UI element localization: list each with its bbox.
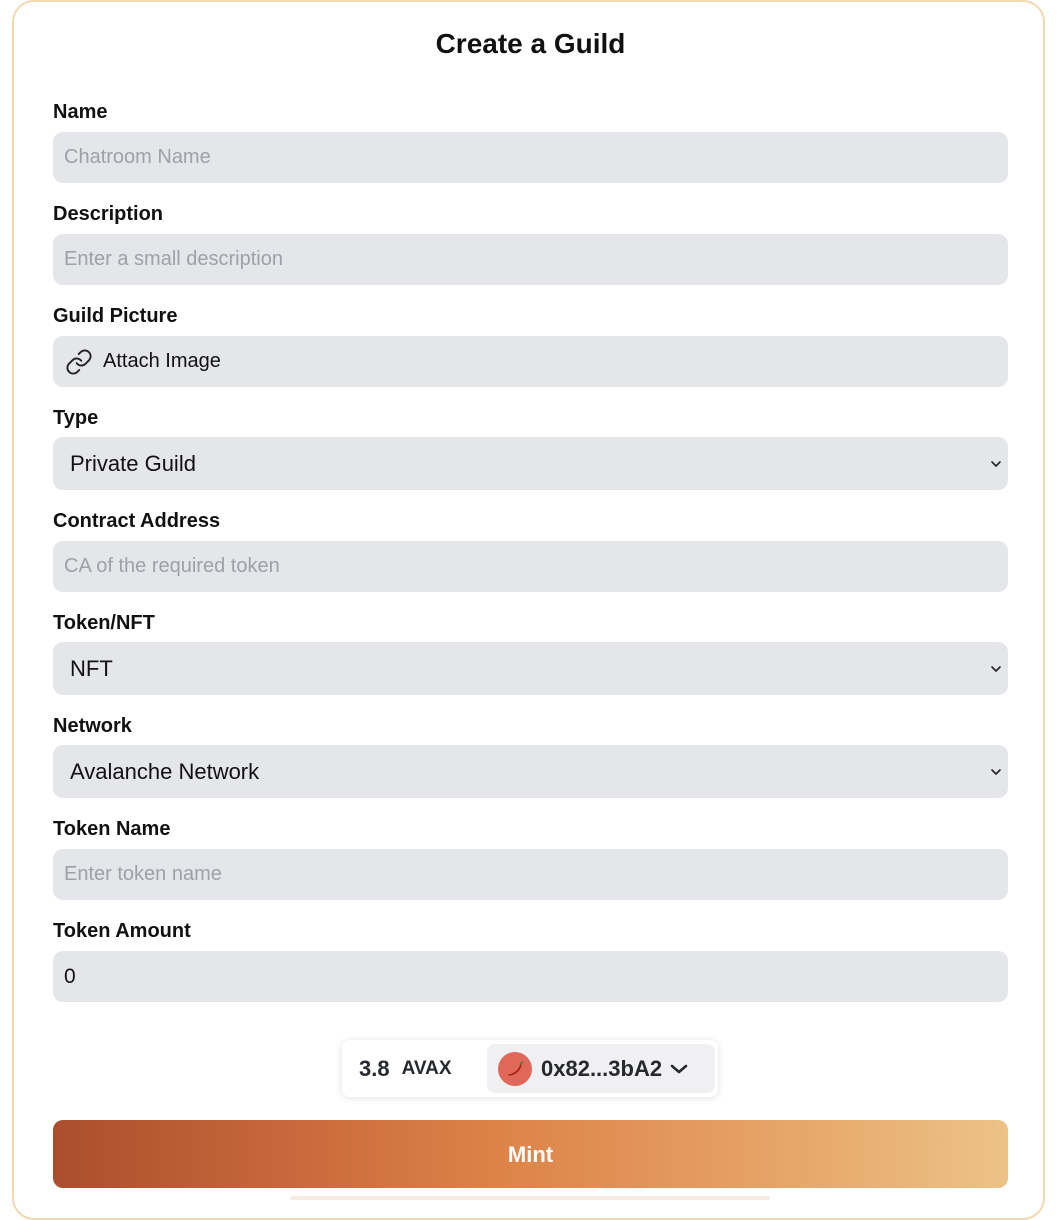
link-icon <box>65 348 93 376</box>
description-placeholder: Enter a small description <box>64 248 283 270</box>
mint-button[interactable]: Mint <box>53 1120 1008 1188</box>
account-button[interactable] <box>487 1044 715 1093</box>
contract-address-placeholder: CA of the required token <box>64 555 280 577</box>
type-select[interactable] <box>53 437 1008 490</box>
token-name-label: Token Name <box>53 818 171 840</box>
description-input[interactable] <box>53 234 1008 285</box>
contract-address-label: Contract Address <box>53 510 221 532</box>
name-placeholder: Chatroom Name <box>64 146 211 168</box>
type-selected-value: Private Guild <box>70 450 196 476</box>
page-title: Create a Guild <box>435 28 626 59</box>
token-nft-selected-value: NFT <box>70 655 113 681</box>
chili-pepper-icon <box>505 1059 525 1079</box>
description-label: Description <box>53 203 164 225</box>
token-amount-value: 0 <box>64 964 76 988</box>
wallet-widget <box>342 1040 718 1097</box>
attach-image-label: Attach Image <box>103 350 221 372</box>
type-label: Type <box>53 407 99 429</box>
network-select[interactable] <box>53 745 1008 798</box>
chevron-down-icon <box>988 661 1004 677</box>
token-amount-label: Token Amount <box>53 920 191 942</box>
wallet-address: 0x82...3bA2 <box>541 1055 663 1081</box>
name-label: Name <box>53 101 108 123</box>
chevron-down-icon <box>988 764 1004 780</box>
token-name-input[interactable] <box>53 849 1008 900</box>
bottom-edge <box>290 1196 770 1200</box>
network-label: Network <box>53 715 132 737</box>
create-guild-card <box>12 0 1045 1220</box>
balance-amount: 3.8 <box>359 1055 390 1081</box>
balance-symbol: AVAX <box>401 1057 452 1079</box>
wallet-balance <box>359 1040 452 1097</box>
chevron-down-icon <box>988 456 1004 472</box>
network-selected-value: Avalanche Network <box>70 758 260 784</box>
guild-picture-label: Guild Picture <box>53 305 178 327</box>
token-nft-label: Token/NFT <box>53 612 155 634</box>
chevron-down-icon <box>669 1062 689 1076</box>
avatar <box>498 1052 532 1086</box>
token-amount-input[interactable] <box>53 951 1008 1002</box>
token-nft-select[interactable] <box>53 642 1008 695</box>
contract-address-input[interactable] <box>53 541 1008 592</box>
attach-image-button[interactable] <box>53 336 1008 387</box>
token-name-placeholder: Enter token name <box>64 863 222 885</box>
name-input[interactable] <box>53 132 1008 183</box>
